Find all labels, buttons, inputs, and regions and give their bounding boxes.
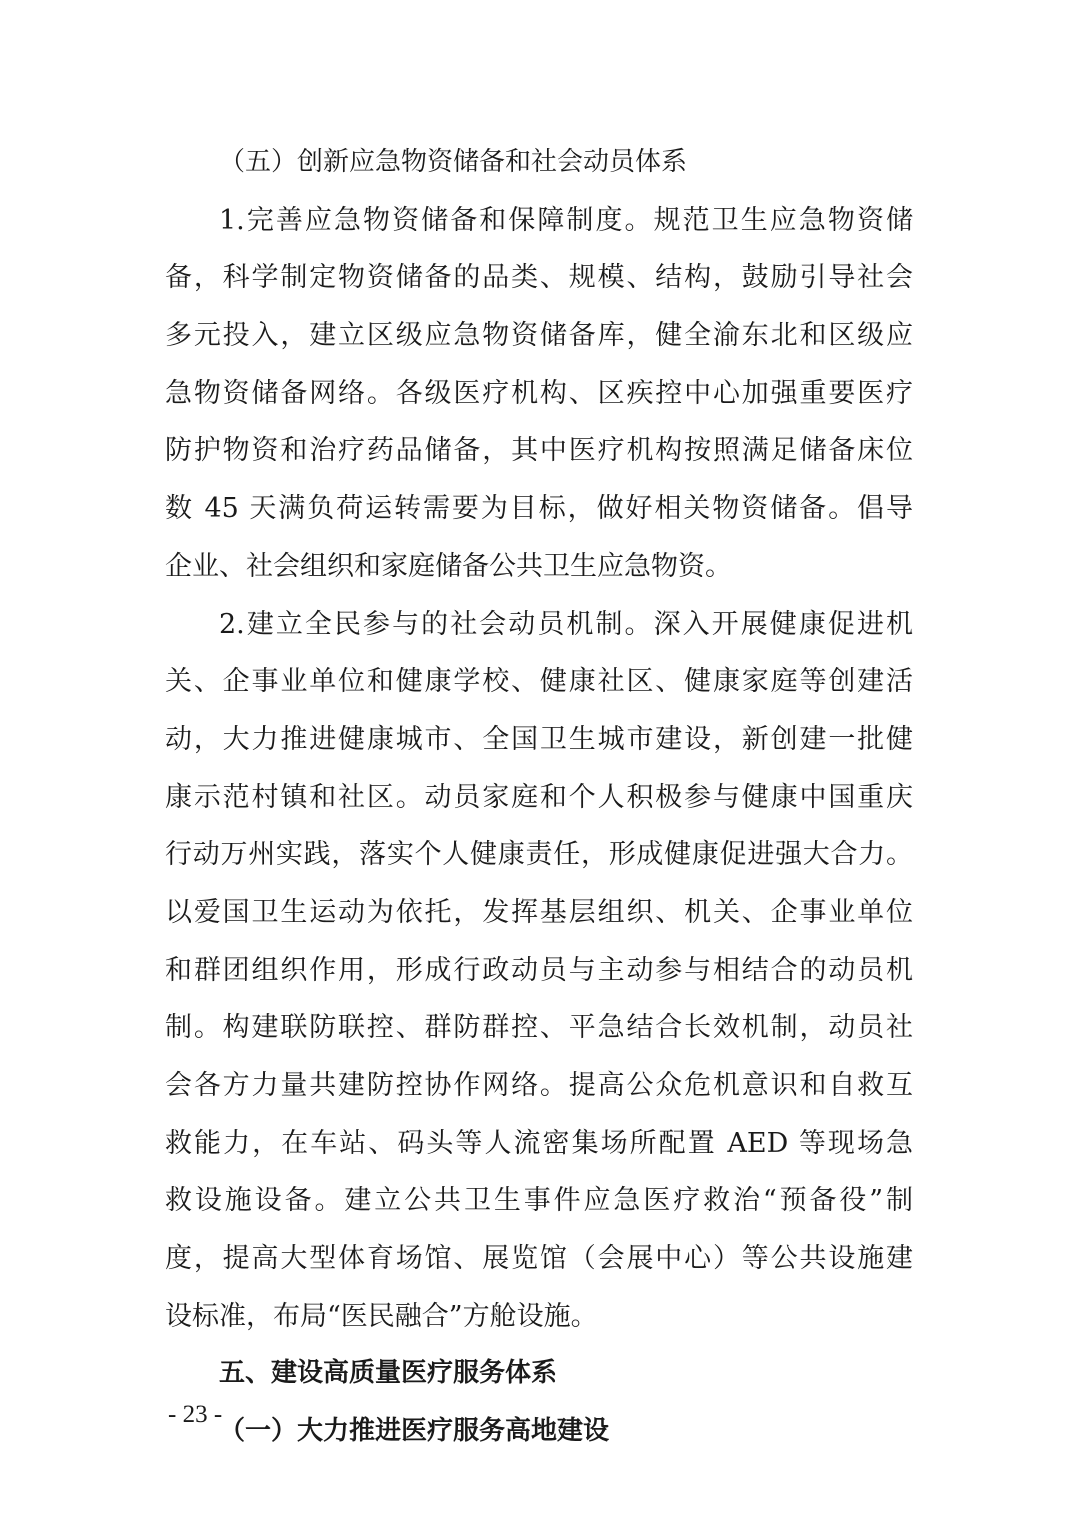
paragraph-line-last: 设标准，布局“医民融合”方舱设施。: [165, 1300, 598, 1332]
paragraph-line: 防护物资和治疗药品储备，其中医疗机构按照满足储备床位: [165, 435, 913, 467]
chapter-heading: 五、建设高质量医疗服务体系: [219, 1358, 558, 1389]
paragraph-line: 1.完善应急物资储备和保障制度。规范卫生应急物资储: [219, 204, 913, 236]
paragraph-line: 和群团组织作用，形成行政动员与主动参与相结合的动员机: [165, 954, 913, 986]
paragraph-line: 急物资储备网络。各级医疗机构、区疾控中心加强重要医疗: [165, 377, 913, 409]
section-heading: （五）创新应急物资储备和社会动员体系: [219, 147, 688, 177]
paragraph-line: 制。构建联防联控、群防群控、平急结合长效机制，动员社: [165, 1012, 913, 1044]
paragraph-line-last: 企业、社会组织和家庭储备公共卫生应急物资。: [165, 550, 732, 582]
paragraph-line: 动，大力推进健康城市、全国卫生城市建设，新创建一批健: [165, 723, 913, 755]
page-content: [165, 134, 913, 1461]
page-number: - 23 -: [168, 1401, 223, 1428]
paragraph-line: 康示范村镇和社区。动员家庭和个人积极参与健康中国重庆: [165, 781, 913, 813]
paragraph-line: 行动万州实践，落实个人健康责任，形成健康促进强大合力。: [165, 839, 913, 871]
paragraph-line: 数 45 天满负荷运转需要为目标，做好相关物资储备。倡导: [165, 493, 913, 525]
paragraph-line: 2.建立全民参与的社会动员机制。深入开展健康促进机: [219, 608, 913, 640]
subsection-heading: （一）大力推进医疗服务高地建设: [219, 1416, 610, 1447]
paragraph-2: [165, 596, 913, 1346]
paragraph-line: 多元投入，建立区级应急物资储备库，健全渝东北和区级应: [165, 320, 913, 352]
paragraph-line: 度，提高大型体育场馆、展览馆（会展中心）等公共设施建: [165, 1243, 913, 1275]
paragraph-line: 关、企事业单位和健康学校、健康社区、健康家庭等创建活: [165, 666, 913, 698]
paragraph-line: 救设施设备。建立公共卫生事件应急医疗救治“预备役”制: [165, 1185, 913, 1217]
paragraph-line: 救能力，在车站、码头等人流密集场所配置 AED 等现场急: [165, 1127, 913, 1159]
paragraph-line: 会各方力量共建防控协作网络。提高公众危机意识和自救互: [165, 1070, 913, 1101]
paragraph-1: [165, 192, 913, 596]
paragraph-line: 以爱国卫生运动为依托，发挥基层组织、机关、企事业单位: [165, 896, 913, 928]
paragraph-line: 备，科学制定物资储备的品类、规模、结构，鼓励引导社会: [165, 262, 913, 294]
